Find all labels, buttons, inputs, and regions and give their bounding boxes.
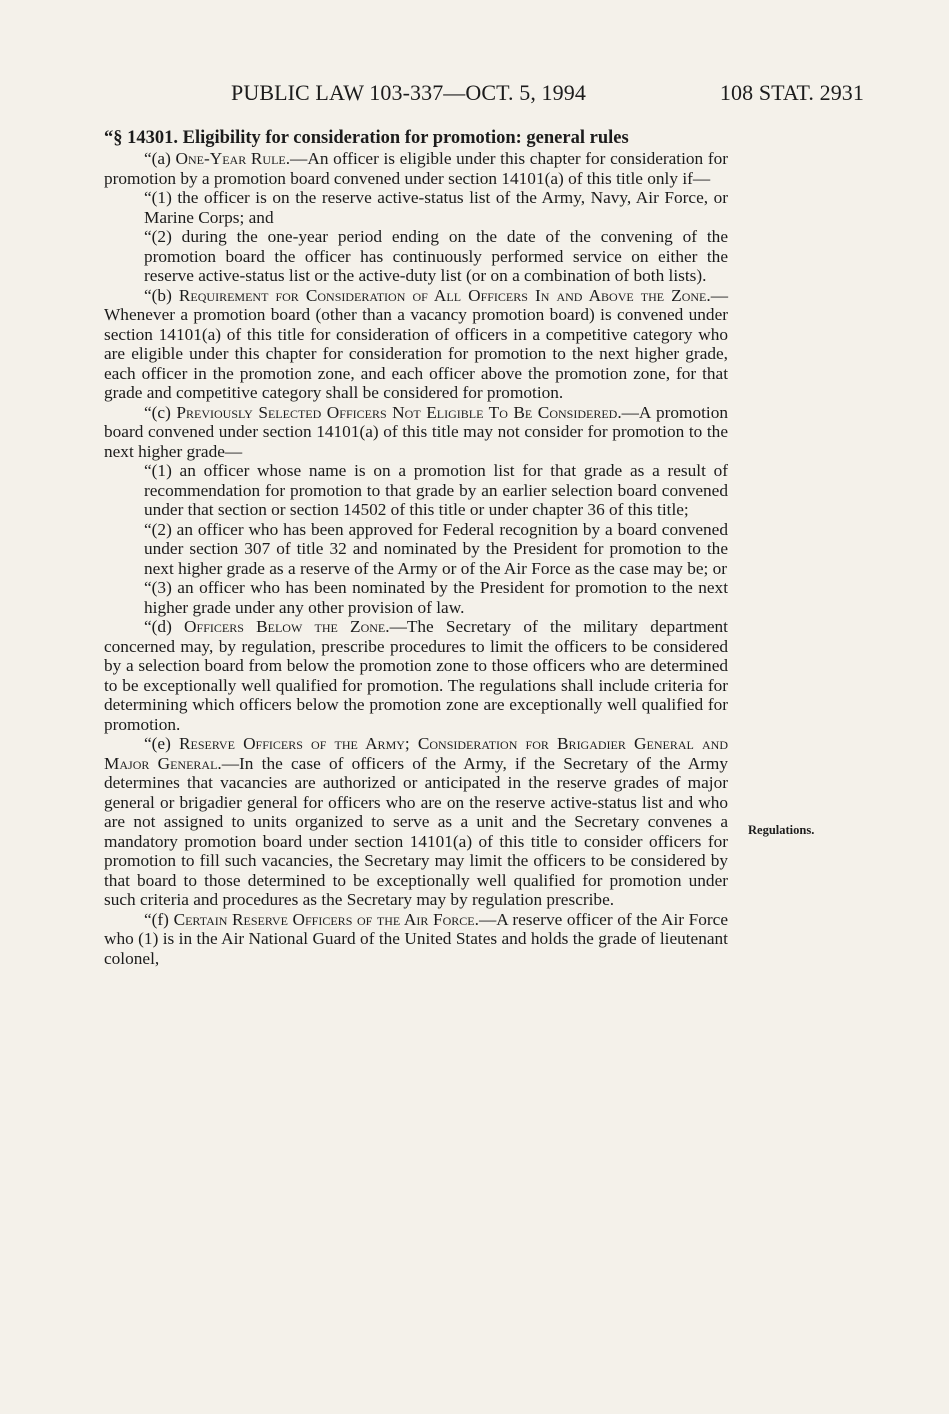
section-heading: “§ 14301. Eligibility for consideration for promotion: general rules [104,128,629,148]
subsection-d-heading: Officers Below the Zone [184,617,386,636]
subsection-c-item-1: “(1) an officer whose name is on a promotion list for that grade as a result of recommendation for promotion to that grade by an earlier selection board convened under that section or section 14502 of this title or under chapter 36 of this title; [144,461,728,519]
section-body [104,128,728,968]
subsection-e: “(e) Reserve Officers of the Army; Consideration for Brigadier General and Major General.—In the case of officers of the Army, if the Secretary of the Army determines that vacancies are authorized or anticipated in the reserve grades of major general or brigadier general for officers who are on the reserve active-status list and who are not assigned to units organized to serve as a unit and the Secretary convenes a mandatory promotion board under section 14101(a) of this title to consider officers for promotion to fill such vacancies, the Secretary may limit the officers to be considered by that board to those determined to be exceptionally well qualified for promotion under such criteria and procedures as the Secretary may by regulation prescribe. [104,734,729,909]
subsection-a-item-2: “(2) during the one-year period ending on the date of the convening of the promotion board the officer has continuously performed service on either the reserve active-status list or the active-duty list (or on a combination of both lists). [144,227,728,285]
statute-page-number: 108 STAT. 2931 [719,80,864,105]
subsection-f: “(f) Certain Reserve Officers of the Air Force.—A reserve officer of the Air Force who (1) is in the Air National Guard of the United States and holds the grade of lieutenant colonel, [104,909,728,968]
public-law-citation: PUBLIC LAW 103-337—OCT. 5, 1994 [231,80,586,105]
margin-note-regulations: Regulations. [748,823,815,837]
subsection-c-item-3: “(3) an officer who has been nominated by the President for promotion to the next higher grade under any other provision of law. [144,578,728,617]
subsection-c: “(c) Previously Selected Officers Not Eligible To Be Considered.—A promotion board convened under section 14101(a) of this title may not consider for promotion to the next higher grade— [104,402,728,461]
subsection-f-heading: Certain Reserve Officers of the Air Force [173,909,475,929]
subsection-b-heading: Requirement for Consideration of All Officers In and Above the Zone [178,285,707,305]
subsection-c-item-2: “(2) an officer who has been approved for Federal recognition by a board convened under section 307 of title 32 and nominated by the President for promotion to the next higher grade as a reserve of the Army or of the Air Force as the case may be; or [144,519,728,578]
subsection-a-heading: One-Year Rule [175,149,286,168]
subsection-e-heading: Reserve Officers of the Army; Consideration for Brigadier General and Major General [104,734,729,773]
subsection-a-item-1: “(1) the officer is on the reserve active-status list of the Army, Navy, Air Force, or Marine Corps; and [144,188,728,227]
subsection-d: “(d) Officers Below the Zone.—The Secretary of the military department concerned may, by regulation, prescribe procedures to limit the officers to be considered by a selection board from below the promotion zone to those officers who are determined to be exceptionally well qualified for promotion. The regulations shall include criteria for determining which officers below the promotion zone are exceptionally well qualified for promotion. [104,617,728,734]
subsection-b: “(b) Requirement for Consideration of All Officers In and Above the Zone.—Whenever a promotion board (other than a vacancy promotion board) is convened under section 14101(a) of this title for consideration of officers in a competitive category who are eligible under this chapter for consideration for promotion to the next higher grade, each officer in the promotion zone, and each officer above the promotion zone, for that grade and competitive category shall be considered for promotion. [104,285,728,402]
subsection-a: “(a) One-Year Rule.—An officer is eligible under this chapter for consideration for promotion by a promotion board convened under section 14101(a) of this title only if— [104,149,728,188]
subsection-c-heading: Previously Selected Officers Not Eligible To Be Considered [176,402,618,422]
